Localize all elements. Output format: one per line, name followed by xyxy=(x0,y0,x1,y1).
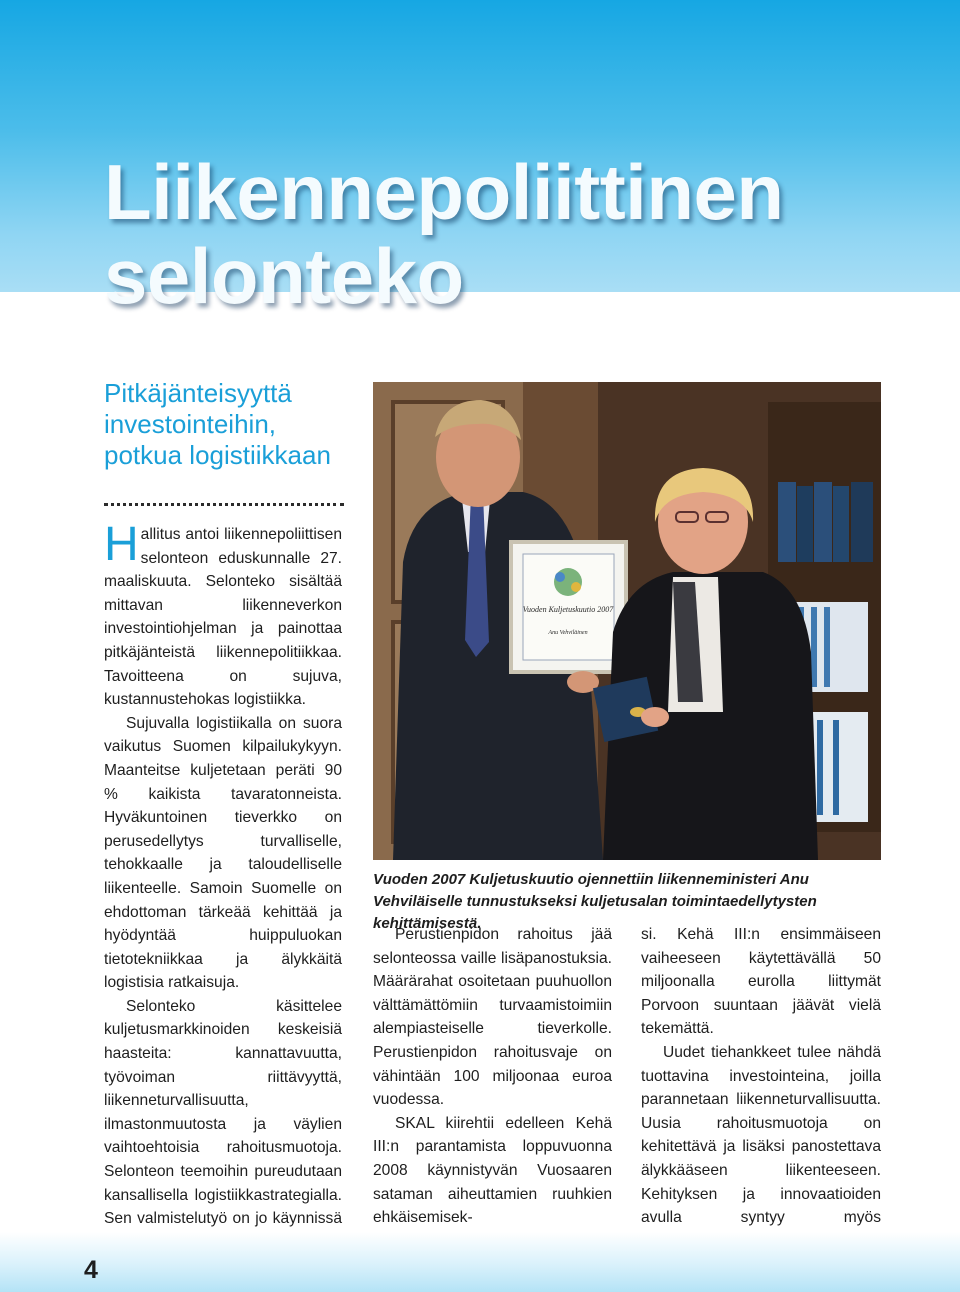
title-line-1: Liikennepoliittinen xyxy=(104,148,784,236)
paragraph: si. Kehä III:n ensimmäiseen vaiheeseen käytettävällä 50 miljoonalla eurolla liittymät Porvoon suuntaan jäävät vielä tekemättä. xyxy=(641,926,881,1038)
paragraph: Perustienpidon rahoitus jää selonteossa vaille lisäpanostuksia. Määrärahat osoitetaan puuhuollon välttämättömiin turvaamistoimiin alempiasteiselle tieverkolle. Perustienpidon rahoitusvaje on vähintään 100 miljoonaa euroa vuodessa. xyxy=(373,926,612,1109)
paragraph: Selonteko käsittelee kuljetusmarkkinoiden keskeisiä haasteita: kannattavuutta, työvoiman riittävyyttä, liikenneturvallisuutta, ilmastonmuutosta ja väylien vaihtoehtoisia rahoitusmuotoja. Selonteon teemoihin pureudutaan kansallisella logistiikkastrategialla. Sen valmistelutyö on jo käynnissä xyxy=(104,997,342,1228)
subheading: Pitkäjänteisyyttä investointeihin, potkua logistiikkaan xyxy=(104,378,331,470)
award-photo xyxy=(373,382,881,860)
dotted-divider xyxy=(104,503,344,506)
text-column-3 xyxy=(641,923,881,1253)
text-column-2 xyxy=(373,923,612,1230)
paragraph: Sujuvalla logistiikalla on suora vaikutus Suomen kilpailukykyyn. Maanteitse kuljetetaan peräti 90 % kaikista tavaratonneista. Hyväkuntoinen tieverkko on perusedellytys turvalliselle, tehokkaalle ja taloudelliselle liikenteelle. Samoin Suomelle on ehdottoman tärkeää kehittää ja hyödyntää huippuluokan tietotekniikkaa ja älykkäitä logistisia ratkaisuja. xyxy=(104,714,342,992)
footer-band xyxy=(0,1232,960,1292)
paragraph: Uudet tiehankkeet tulee nähdä tuottavina investointeina, joilla parannetaan liikenneturvallisuutta. Uusia rahoitusmuotoja on kehitettävä ja lisäksi panostettava älykkääseen liikenteeseen. Kehityksen ja innovaatioiden avulla syntyy myös xyxy=(641,1043,881,1227)
page-title xyxy=(104,150,944,318)
page-number: 4 xyxy=(84,1256,98,1284)
drop-cap: H xyxy=(104,518,139,571)
title-line-2: selonteko xyxy=(104,232,464,320)
photo-caption: Vuoden 2007 Kuljetuskuutio ojennettiin liikenneministeri Anu Vehviläiselle tunnustukseksi kuljetusalan toimintaedellytysten kehittämisestä. xyxy=(373,871,817,932)
certificate-title: Vuoden Kuljetuskuutio 2007 xyxy=(522,605,614,614)
award-photo-illustration xyxy=(373,382,881,860)
paragraph: SKAL kiirehtii edelleen Kehä III:n parantamista loppuvuonna 2008 käynnistyvän Vuosaaren sataman aiheuttamien ruuhkien ehkäisemisek- xyxy=(373,1114,612,1227)
text-column-1 xyxy=(104,518,342,1254)
paragraph xyxy=(104,518,342,712)
certificate-name: Anu Vehviläinen xyxy=(548,630,588,636)
paragraph-text: allitus antoi liikennepoliittisen selonteon eduskunnalle 27. maaliskuuta. Selonteko sisältää mittavan liikenneverkon investointiohjelman ja painottaa pitkäjänteistä liikennepolitiikkaa. Tavoitteena on sujuva, kustannustehokas logistiikka. xyxy=(104,526,342,709)
